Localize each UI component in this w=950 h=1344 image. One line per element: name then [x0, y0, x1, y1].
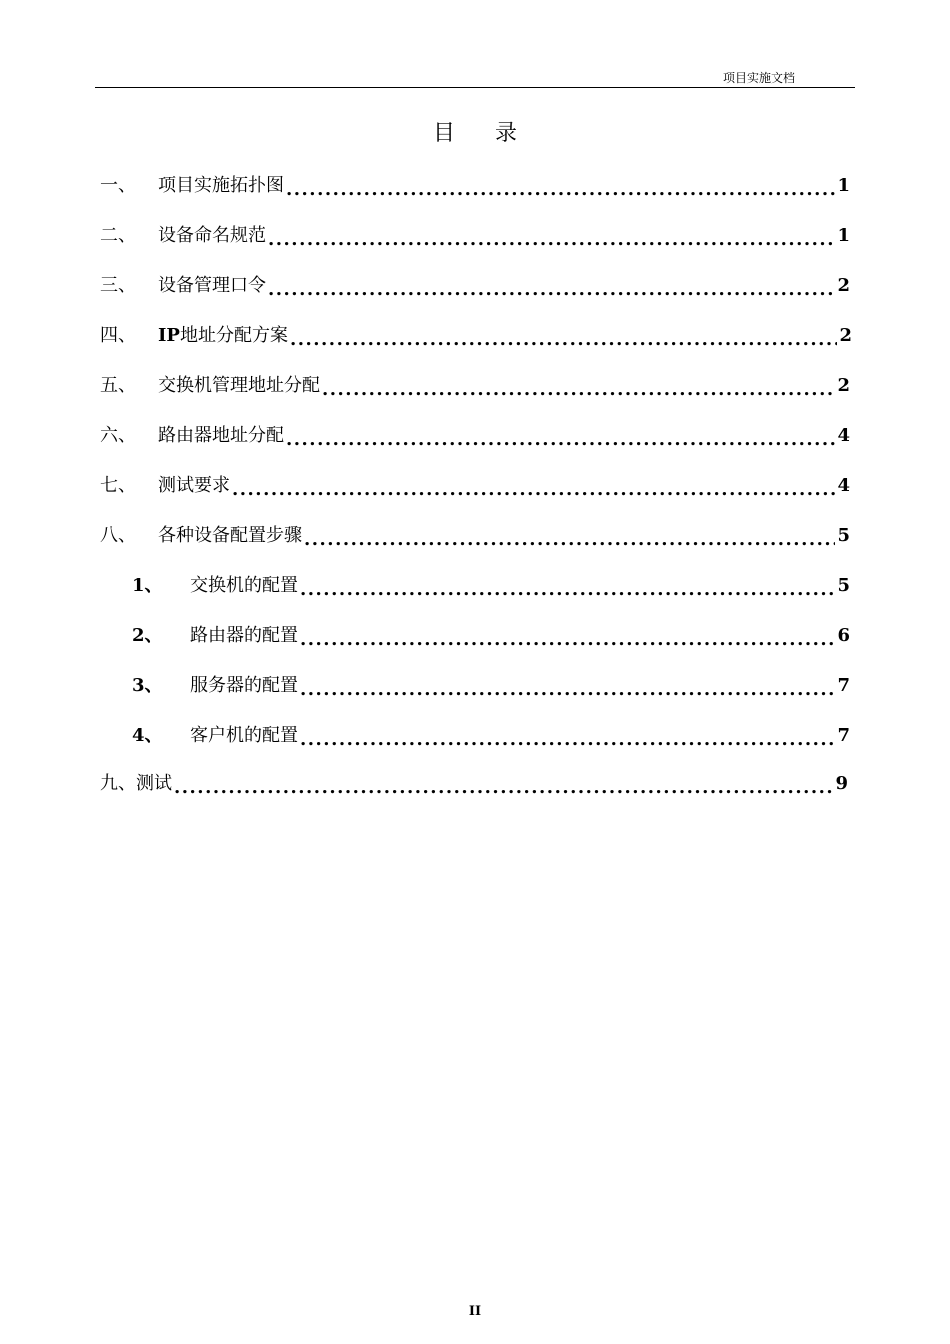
toc-entry-page: 1: [837, 225, 850, 246]
toc-entry[interactable]: [100, 471, 850, 501]
toc-entry-page: 4: [837, 425, 850, 446]
toc-entry-page: 9: [835, 773, 848, 794]
dot-leader: [322, 371, 835, 401]
toc-entry[interactable]: [100, 421, 850, 451]
dot-leader: [304, 521, 835, 551]
toc-entry-title: [158, 321, 288, 351]
dot-leader: [300, 621, 835, 651]
toc-entry-title: 项目实施拓扑图: [158, 175, 284, 196]
toc-entry-title: 设备命名规范: [158, 225, 266, 246]
toc-entry-title: 交换机管理地址分配: [158, 375, 320, 396]
toc-entry-page: 7: [837, 675, 850, 696]
toc-entry-page: 2: [837, 275, 850, 296]
dot-leader: [268, 221, 835, 251]
dot-leader: [232, 471, 835, 501]
dot-leader: [300, 571, 835, 601]
toc-entry-title: 测试要求: [158, 475, 230, 496]
toc-entry-title: 路由器的配置: [190, 625, 298, 646]
toc-entry-number: 九、: [100, 773, 136, 794]
toc-entry[interactable]: [100, 271, 850, 301]
toc-subentry[interactable]: [132, 621, 850, 651]
toc-entry-title: 设备管理口令: [158, 275, 266, 296]
dot-leader: [300, 671, 835, 701]
toc-entry-number: 2、: [132, 625, 163, 646]
toc-entry-number: 3、: [132, 675, 163, 696]
toc-entry-page: 7: [837, 725, 850, 746]
toc-entry[interactable]: [100, 769, 848, 799]
toc-entry-title-text: 地址分配方案: [179, 325, 288, 346]
toc-entry-page: 1: [837, 175, 850, 196]
dot-leader: [286, 421, 835, 451]
toc-entry-number: 八、: [100, 525, 136, 546]
dot-leader: [174, 769, 833, 799]
header-text: 项目实施文档: [722, 71, 795, 85]
toc-entry[interactable]: [100, 371, 850, 401]
toc-entry[interactable]: [100, 321, 852, 351]
toc-entry[interactable]: [100, 221, 850, 251]
toc-entry-page: 2: [837, 375, 850, 396]
toc-entry-number: 五、: [100, 375, 136, 396]
toc-entry-number: 六、: [100, 425, 136, 446]
toc-entry-number: 四、: [100, 325, 136, 346]
toc-entry-title: 路由器地址分配: [158, 425, 284, 446]
toc-entry-page: 6: [837, 625, 850, 646]
toc-entry-page: 5: [837, 575, 850, 596]
toc-entry-title: 客户机的配置: [190, 725, 298, 746]
toc-entry-title-prefix: IP: [158, 325, 180, 346]
dot-leader: [286, 171, 835, 201]
toc-entry-page: 4: [837, 475, 850, 496]
toc-entry-number: 二、: [100, 225, 136, 246]
toc-entry[interactable]: [100, 521, 850, 551]
toc-entry-page: 5: [837, 525, 850, 546]
toc-entry[interactable]: [100, 171, 850, 201]
dot-leader: [268, 271, 835, 301]
toc-title: 目录: [432, 121, 557, 146]
toc-entry-page: 2: [839, 325, 852, 346]
toc-entry-title: 服务器的配置: [190, 675, 298, 696]
toc-entry-title: 交换机的配置: [190, 575, 298, 596]
dot-leader: [300, 721, 835, 751]
toc-entry-title: 测试: [136, 773, 172, 794]
page-number: II: [468, 1304, 482, 1319]
toc-subentry[interactable]: [132, 571, 850, 601]
toc-entry-number: 1、: [132, 575, 163, 596]
toc-entry-number: 七、: [100, 475, 136, 496]
dot-leader: [290, 321, 838, 351]
toc-subentry[interactable]: [132, 721, 850, 751]
toc-entry-title: 各种设备配置步骤: [158, 525, 302, 546]
toc-entry-number: 一、: [100, 175, 136, 196]
toc-entry-number: 4、: [132, 725, 163, 746]
toc-subentry[interactable]: [132, 671, 850, 701]
toc-entry-number: 三、: [100, 275, 136, 296]
